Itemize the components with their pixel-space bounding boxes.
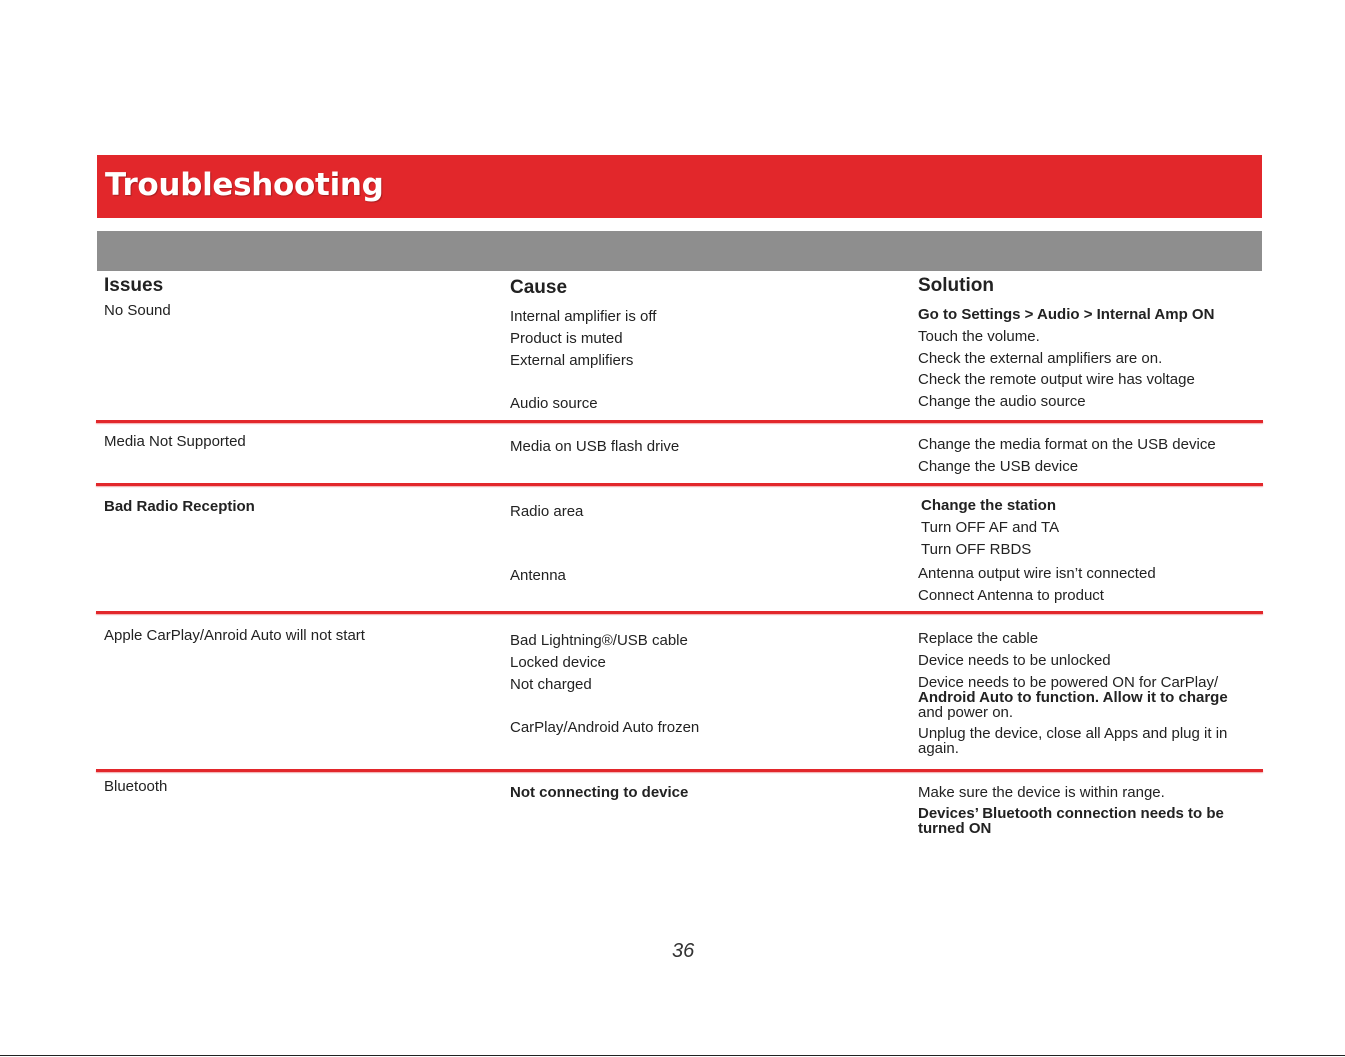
cause-cell: Antenna <box>510 567 566 584</box>
issue-cell: Media Not Supported <box>104 433 246 450</box>
solution-cell: Devices’ Bluetooth connection needs to be <box>918 805 1224 822</box>
cause-cell: Media on USB flash drive <box>510 438 680 455</box>
cause-cell: Not charged <box>510 676 592 693</box>
solution-cell: Device needs to be unlocked <box>918 652 1111 669</box>
solution-cell: Unplug the device, close all Apps and plug it in <box>918 725 1228 742</box>
row-divider <box>96 611 1263 614</box>
solution-cell: Change the media format on the USB device <box>918 436 1216 453</box>
row-divider <box>96 769 1263 772</box>
column-header-cause: Cause <box>510 277 568 298</box>
solution-cell: Turn OFF AF and TA <box>921 519 1060 536</box>
solution-cell: and power on. <box>918 704 1014 721</box>
solution-cell: Touch the volume. <box>918 328 1040 345</box>
table-header-band <box>97 231 1262 271</box>
solution-cell: Turn OFF RBDS <box>921 541 1032 558</box>
solution-cell: Change the station <box>921 497 1057 514</box>
solution-cell: turned ON <box>918 820 992 837</box>
issue-cell: Bad Radio Reception <box>104 498 255 515</box>
solution-cell: Check the remote output wire has voltage <box>918 371 1195 388</box>
solution-cell: Antenna output wire isn’t connected <box>918 565 1156 582</box>
issue-cell: Bluetooth <box>104 778 168 795</box>
solution-cell: Change the audio source <box>918 393 1086 410</box>
cause-cell: Radio area <box>510 503 584 520</box>
solution-cell: Connect Antenna to product <box>918 587 1104 604</box>
page-bottom-edge <box>0 1055 1345 1056</box>
page-title: Troubleshooting <box>105 167 384 203</box>
cause-cell: External amplifiers <box>510 352 634 369</box>
cause-cell: Audio source <box>510 395 598 412</box>
solution-cell: Go to Settings > Audio > Internal Amp ON <box>918 306 1215 323</box>
column-header-issues: Issues <box>104 275 164 296</box>
cause-cell: Locked device <box>510 654 606 671</box>
cause-cell: Internal amplifier is off <box>510 308 657 325</box>
row-divider <box>96 483 1263 486</box>
issue-cell: No Sound <box>104 302 171 319</box>
solution-cell: Device needs to be powered ON for CarPlay/ <box>918 674 1219 691</box>
header-bar <box>97 155 1262 218</box>
page-number: 36 <box>672 940 695 962</box>
solution-cell: Replace the cable <box>918 630 1039 647</box>
cause-cell: Bad Lightning®/USB cable <box>510 632 688 649</box>
solution-cell: again. <box>918 740 959 757</box>
solution-cell: Change the USB device <box>918 458 1079 475</box>
row-divider <box>96 420 1263 423</box>
issue-cell: Apple CarPlay/Anroid Auto will not start <box>104 627 365 644</box>
cause-cell: CarPlay/Android Auto frozen <box>510 719 700 736</box>
solution-cell: Make sure the device is within range. <box>918 784 1165 801</box>
cause-cell: Not connecting to device <box>510 784 689 801</box>
solution-cell: Check the external amplifiers are on. <box>918 350 1163 367</box>
solution-cell: Android Auto to function. Allow it to charge <box>918 689 1228 706</box>
column-header-solution: Solution <box>918 275 994 296</box>
cause-cell: Product is muted <box>510 330 623 347</box>
